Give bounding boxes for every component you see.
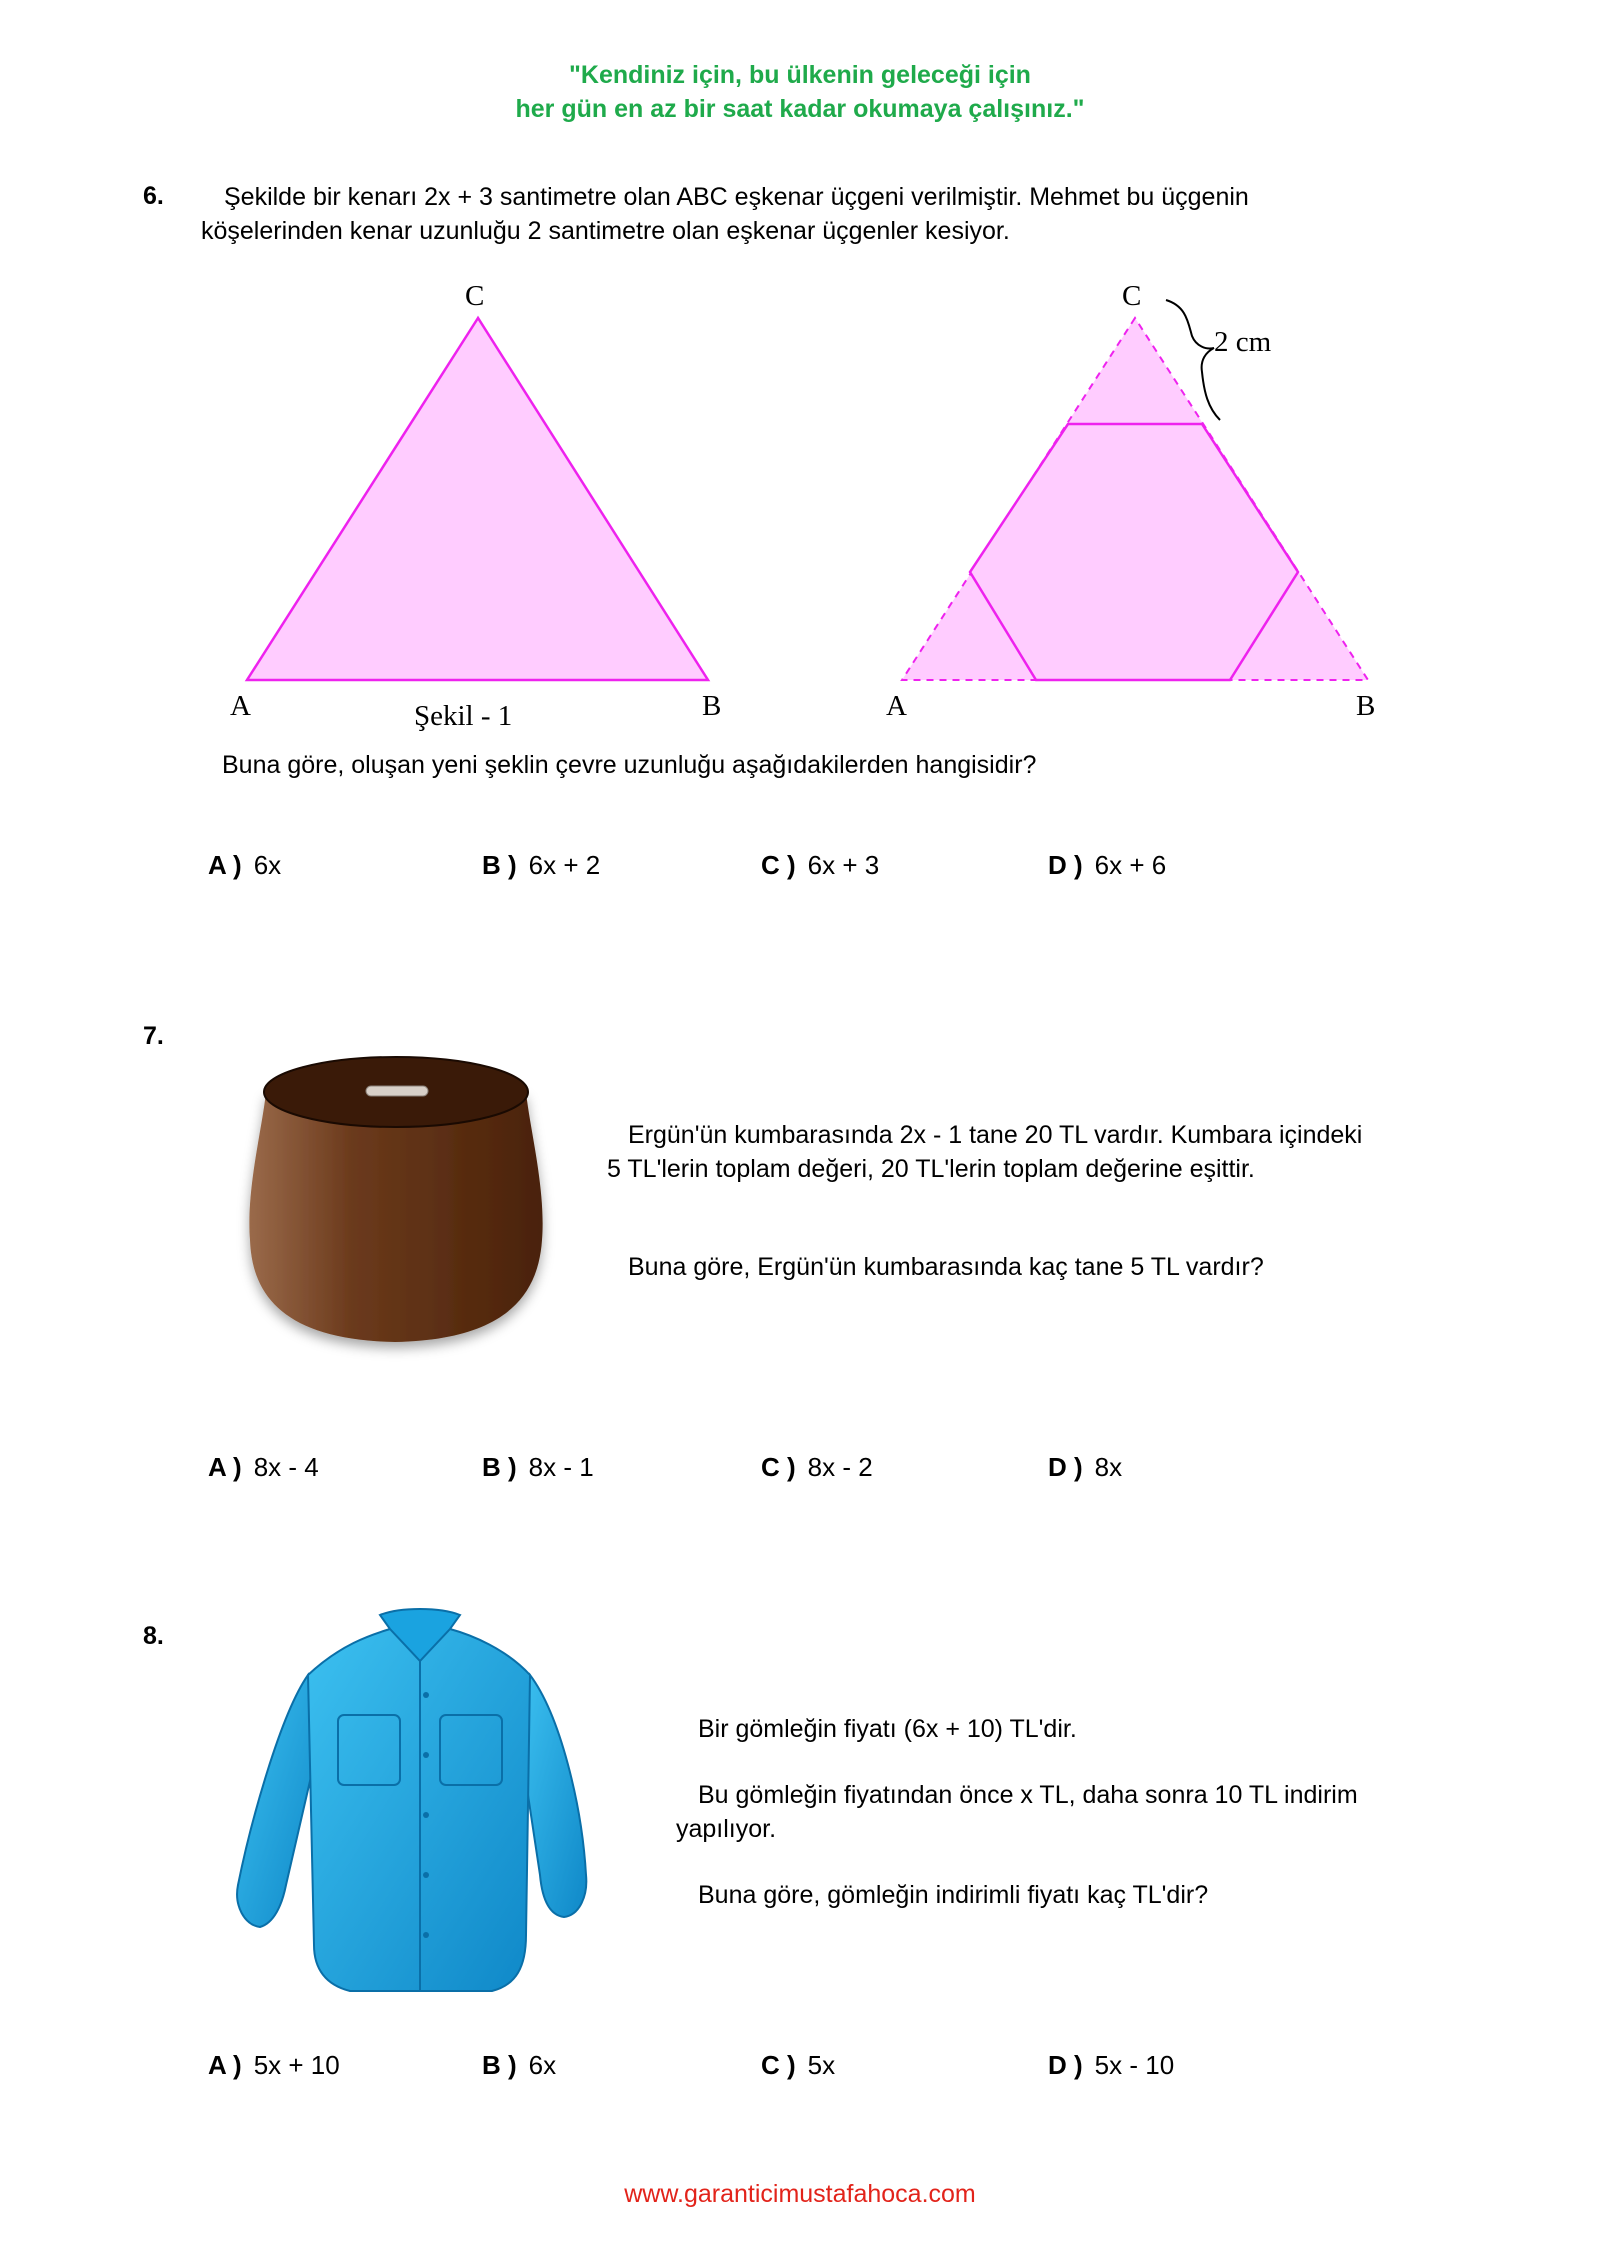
q7-option-b[interactable]: B ) 8x - 1 [482, 1452, 594, 1482]
question-7-number: 7. [143, 1022, 164, 1050]
q8-option-c[interactable]: C ) 5x [761, 2050, 836, 2080]
q6-option-d[interactable]: D ) 6x + 6 [1048, 850, 1167, 880]
motto-line-2: her gün en az bir saat kadar okumaya çalışınız." [515, 95, 1085, 123]
question-7-text-line-2: 5 TL'lerin toplam değeri, 20 TL'lerin toplam değerine eşittir. [607, 1155, 1255, 1183]
button-icon [423, 1872, 429, 1878]
figure-2-measure: 2 cm [1214, 326, 1272, 358]
right-sleeve [522, 1675, 586, 1917]
button-icon [423, 1932, 429, 1938]
figure-1-caption: Şekil - 1 [414, 700, 513, 732]
q7-option-c[interactable]: C ) 8x - 2 [761, 1452, 873, 1482]
footer-url-link[interactable]: www.garanticimustafahoca.com [624, 2180, 976, 2208]
figure-2-label-b: B [1356, 690, 1376, 722]
question-8-prompt: Buna göre, gömleğin indirimli fiyatı kaç TL'dir? [698, 1881, 1209, 1909]
question-7-prompt: Buna göre, Ergün'ün kumbarasında kaç tane 5 TL vardır? [628, 1253, 1264, 1281]
button-icon [423, 1812, 429, 1818]
question-6-prompt: Buna göre, oluşan yeni şeklin çevre uzunluğu aşağıdakilerden hangisidir? [222, 751, 1037, 779]
figure-2-label-c: C [1122, 280, 1142, 312]
question-7-text-line-1: Ergün'ün kumbarasında 2x - 1 tane 20 TL vardır. Kumbara içindeki [628, 1121, 1363, 1149]
figure-2-cut-triangle [0, 0, 1600, 760]
coin-slot-icon [366, 1086, 428, 1096]
q7-option-a[interactable]: A ) 8x - 4 [208, 1452, 319, 1482]
shirt-image [230, 1605, 610, 2005]
figure-1-label-c: C [465, 280, 485, 312]
left-sleeve [237, 1675, 316, 1927]
question-6-text-line-1: Şekilde bir kenarı 2x + 3 santimetre olan ABC eşkenar üçgeni verilmiştir. Mehmet bu üçgenin [224, 183, 1249, 211]
motto-line-1: "Kendiniz için, bu ülkenin geleceği için [569, 61, 1031, 89]
question-8-number: 8. [143, 1622, 164, 1650]
question-8-text-line-1: Bir gömleğin fiyatı (6x + 10) TL'dir. [698, 1715, 1077, 1743]
question-6-number: 6. [143, 182, 164, 210]
button-icon [423, 1752, 429, 1758]
question-8-text-line-3: yapılıyor. [676, 1815, 777, 1843]
piggy-bank-body [249, 1092, 542, 1342]
q6-option-b[interactable]: B ) 6x + 2 [482, 850, 601, 880]
q6-option-a[interactable]: A ) 6x [208, 850, 282, 880]
question-8-text-line-2: Bu gömleğin fiyatından önce x TL, daha sonra 10 TL indirim [698, 1781, 1358, 1809]
piggy-bank-image [230, 1050, 560, 1390]
q8-option-a[interactable]: A ) 5x + 10 [208, 2050, 340, 2080]
q8-option-b[interactable]: B ) 6x [482, 2050, 557, 2080]
figure-1-label-a: A [230, 690, 251, 722]
question-6-text-line-2: köşelerinden kenar uzunluğu 2 santimetre olan eşkenar üçgenler kesiyor. [201, 217, 1010, 245]
button-icon [423, 1692, 429, 1698]
figure-2-label-a: A [886, 690, 907, 722]
q7-option-d[interactable]: D ) 8x [1048, 1452, 1123, 1482]
figure-1-label-b: B [702, 690, 722, 722]
q6-option-c[interactable]: C ) 6x + 3 [761, 850, 880, 880]
q8-option-d[interactable]: D ) 5x - 10 [1048, 2050, 1175, 2080]
hexagon-shape [970, 424, 1298, 680]
